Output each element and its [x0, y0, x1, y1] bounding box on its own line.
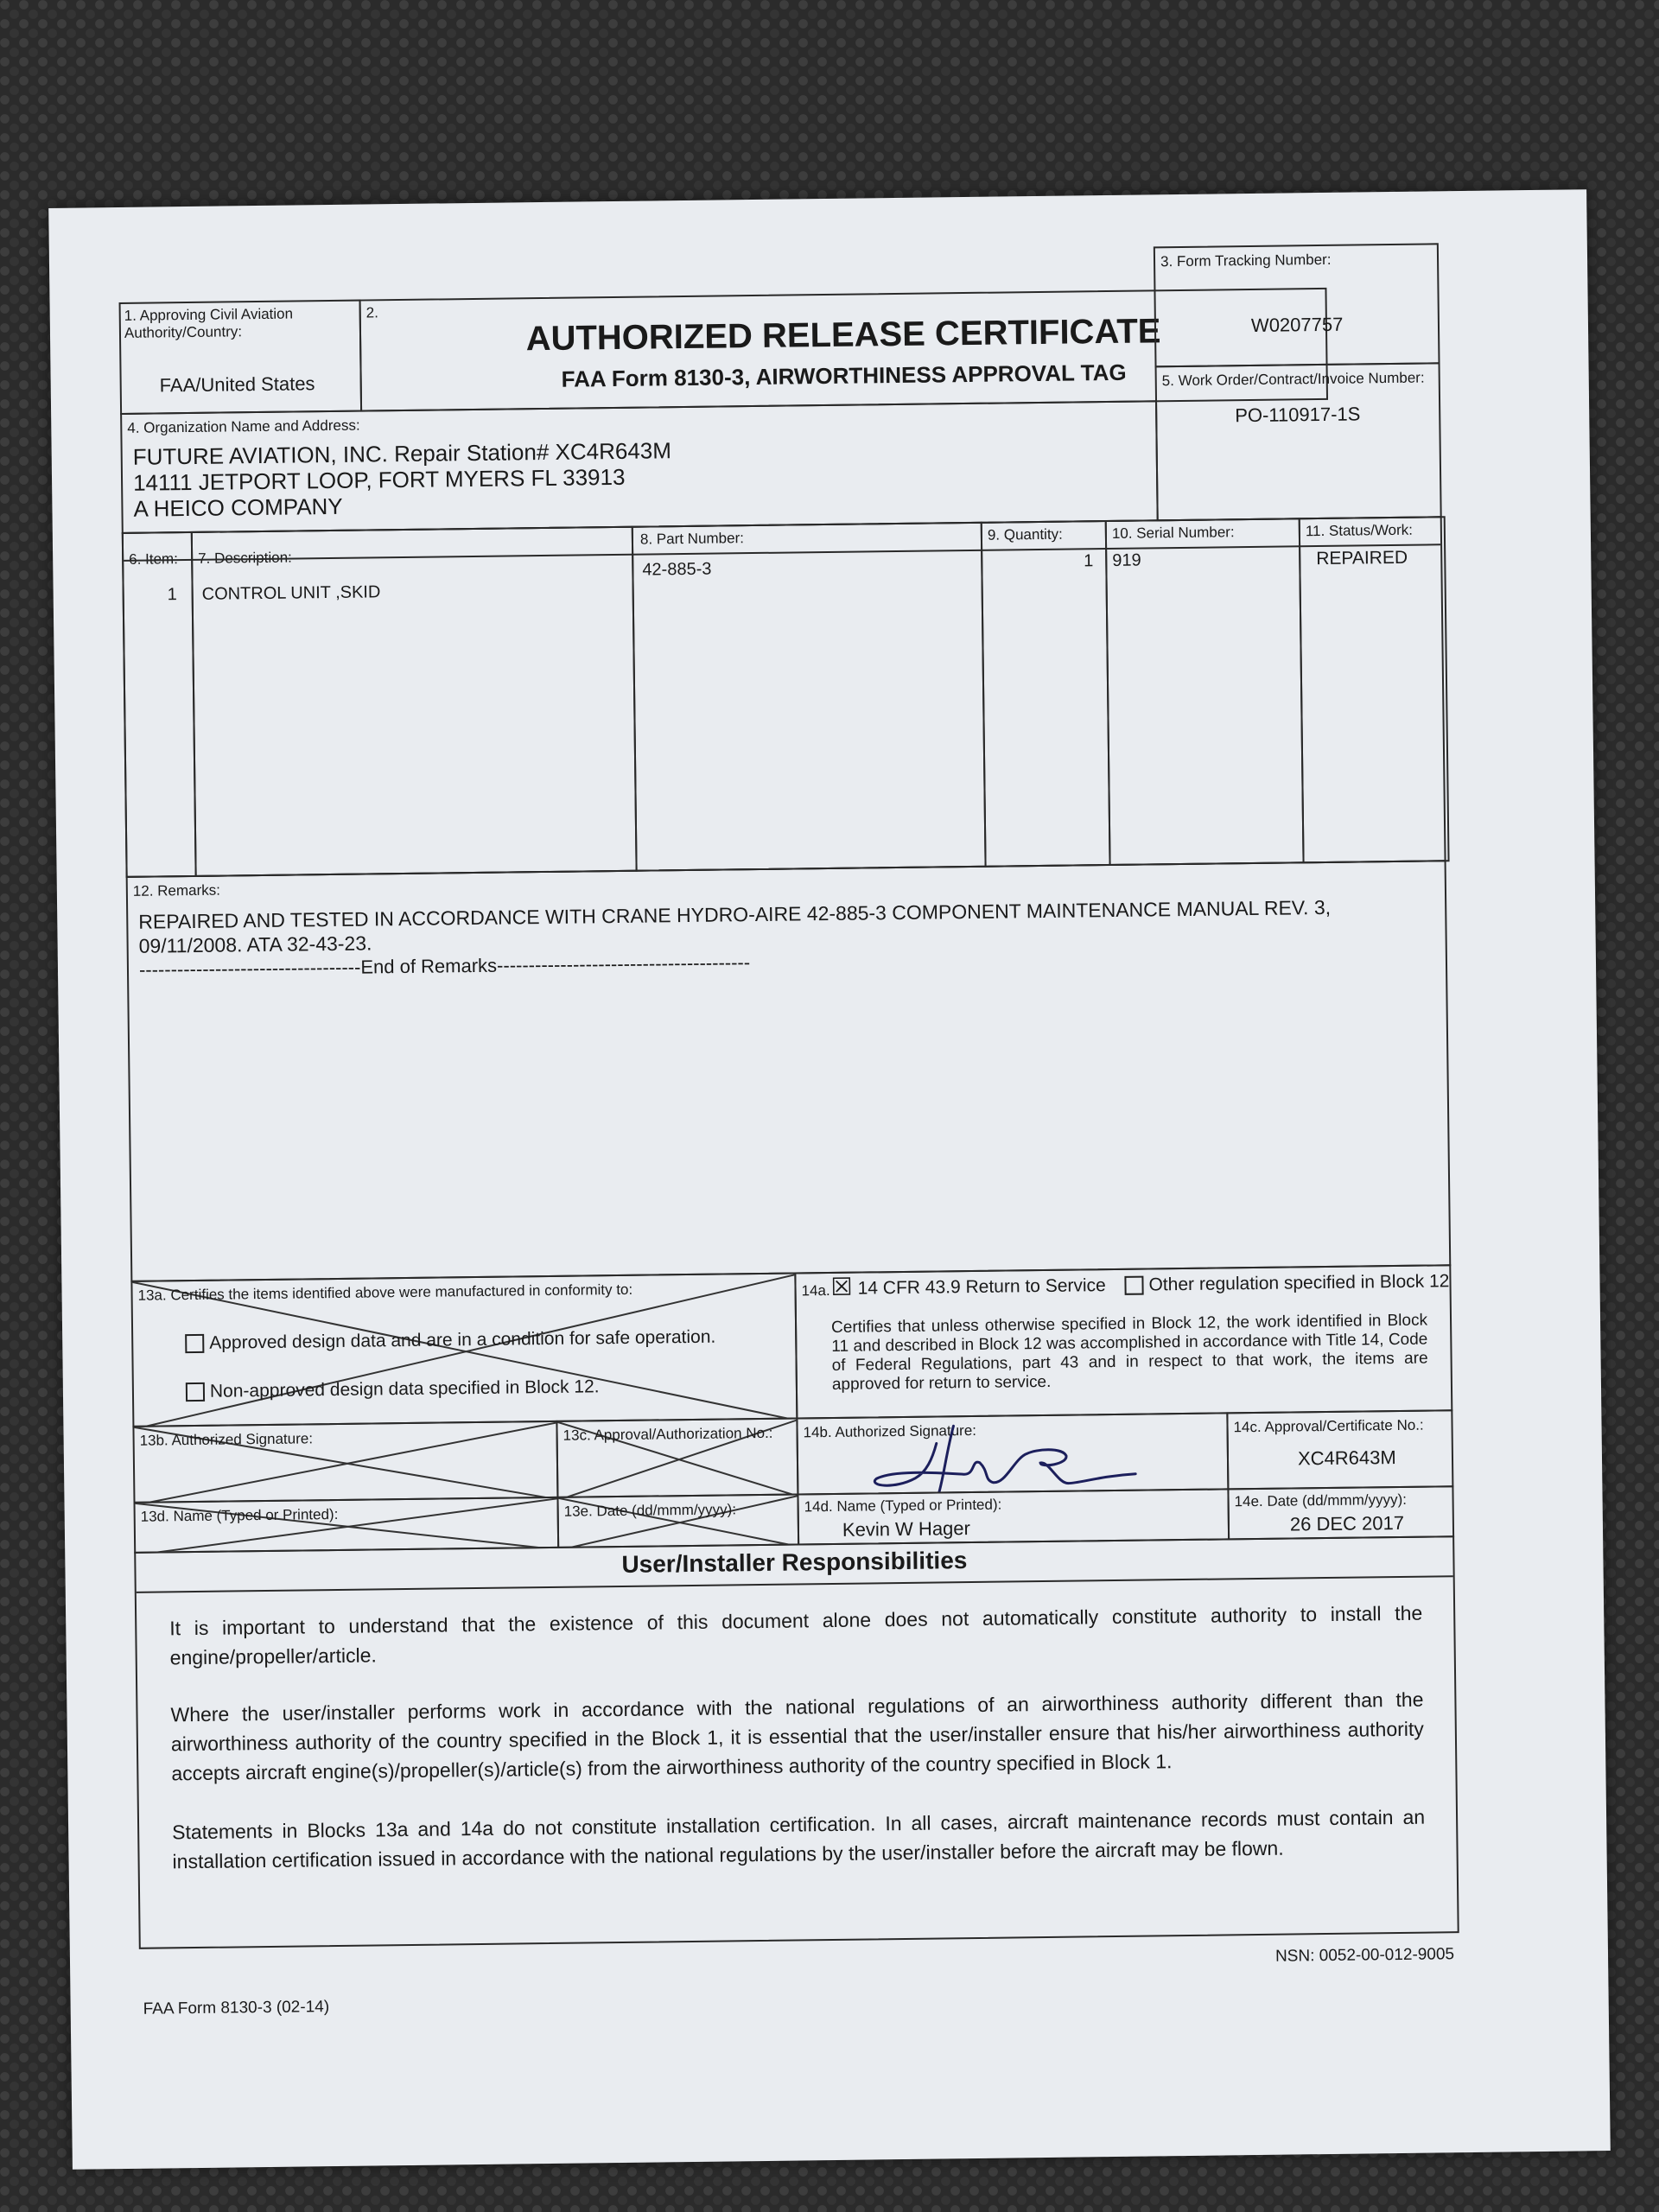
responsibilities-section [134, 1535, 1459, 1949]
quantity-column [981, 520, 1111, 868]
block-12-remarks [126, 860, 1452, 1282]
block-1-value: FAA/United States [159, 372, 315, 397]
form-subtitle: FAA Form 8130-3, AIRWORTHINESS APPROVAL TAG [561, 359, 1127, 392]
item-column [122, 531, 197, 878]
block-4-label: 4. Organization Name and Address: [127, 416, 360, 436]
block-13d [133, 1497, 559, 1554]
organization-line-3: A HEICO COMPANY [133, 493, 343, 522]
form-title: AUTHORIZED RELEASE CERTIFICATE [525, 312, 1161, 359]
block-3 [1154, 243, 1440, 367]
item-value: 1 [167, 585, 177, 605]
authorized-signature [841, 1421, 1205, 1495]
block-13c [556, 1417, 798, 1497]
block-14a [794, 1264, 1452, 1419]
signer-name: Kevin W Hager [842, 1517, 971, 1541]
block-5-label: 5. Work Order/Contract/Invoice Number: [1161, 369, 1425, 390]
return-to-service-label: 14 CFR 43.9 Return to Service [857, 1275, 1106, 1299]
block-13b [132, 1421, 558, 1503]
description-value: CONTROL UNIT ,SKID [201, 582, 381, 604]
block-13a [130, 1272, 798, 1427]
release-certificate-paper [48, 189, 1611, 2170]
responsibilities-heading: User/Installer Responsibilities [621, 1547, 968, 1578]
part-number-header: 8. Part Number: [639, 530, 745, 548]
other-regulation-label: Other regulation specified in Block 12 [1148, 1271, 1450, 1295]
block-13d-cross [136, 1498, 560, 1554]
description-column [191, 526, 638, 877]
item-header: 6. Item: [129, 550, 178, 568]
block-2-label: 2. [365, 304, 379, 321]
block-14b-label: 14b. Authorized Signature: [803, 1421, 977, 1441]
block-14e-label: 14e. Date (dd/mmm/yyyy): [1234, 1491, 1408, 1510]
approved-design-label: Approved design data and are in a condition for safe operation. [209, 1326, 716, 1353]
organization-line-1: FUTURE AVIATION, INC. Repair Station# XC4R643M [132, 437, 672, 470]
status-column [1299, 516, 1450, 863]
nsn-number: NSN: 0052-00-012-9005 [1274, 1945, 1455, 1966]
part-number-value: 42-885-3 [642, 559, 712, 580]
block-14b [796, 1412, 1229, 1495]
block-13e-label: 13e. Date (dd/mmm/yyyy): [563, 1501, 737, 1520]
block-13e [556, 1493, 799, 1548]
block-3-label: 3. Form Tracking Number: [1160, 251, 1332, 270]
remarks-line-1: REPAIRED AND TESTED IN ACCORDANCE WITH CRANE HYDRO-AIRE 42-885-3 COMPONENT MAINTENANCE MANUAL REV. 3, [138, 895, 1332, 933]
approved-design-checkbox[interactable] [185, 1334, 204, 1353]
form-number-footer: FAA Form 8130-3 (02-14) [143, 1998, 330, 2018]
remarks-label: 12. Remarks: [132, 881, 221, 899]
quantity-value: 1 [1084, 551, 1094, 571]
release-date: 26 DEC 2017 [1289, 1511, 1405, 1535]
responsibilities-paragraph-2: Where the user/installer performs work in accordance with the national regulations of an airworthiness authority different than the airworthiness authority of the country specified in the Block 1, it is essential that the user/installer ensure that his/her airworthiness authority accepts aircraft engine(s)/propeller(s)/article(s) from the airworthiness authority of the country specified in Block 1. [170, 1688, 1424, 1785]
status-header: 11. Status/Work: [1305, 521, 1414, 540]
other-regulation-checkbox[interactable] [1124, 1276, 1143, 1295]
description-header: 7. Description: [198, 549, 292, 567]
block-14d-label: 14d. Name (Typed or Printed): [804, 1496, 1002, 1516]
non-approved-design-checkbox[interactable] [186, 1382, 205, 1402]
block-14e [1227, 1485, 1454, 1540]
work-order-number: PO-110917-1S [1235, 403, 1361, 427]
block-5 [1155, 362, 1442, 521]
block-14a-option-2 [1124, 1271, 1449, 1296]
quantity-header: 9. Quantity: [987, 525, 1063, 543]
block-13c-label: 13c. Approval/Authorization No.: [563, 1424, 773, 1444]
status-value: REPAIRED [1316, 547, 1408, 569]
non-approved-design-label: Non-approved design data specified in Block 12. [209, 1376, 600, 1402]
serial-number-header: 10. Serial Number: [1111, 524, 1235, 542]
block-14d [797, 1488, 1230, 1545]
block-1 [119, 300, 363, 415]
block-14a-certification-text: Certifies that unless otherwise specified in Block 12, the work identified in Block 11 and described in Block 12 was accomplished in accordance with Title 14, Code of Federal Regulations, part 43 and in respect to that work, the items are approved for return to service. [830, 1311, 1428, 1394]
block-13a-label: 13a. Certifies the items identified above were manufactured in conformity to: [137, 1281, 633, 1304]
items-table [122, 516, 1446, 878]
block-4 [120, 400, 1159, 534]
block-13b-label: 13b. Authorized Signature: [139, 1430, 314, 1449]
block-14c-label: 14c. Approval/Certificate No.: [1233, 1416, 1424, 1436]
responsibilities-paragraph-1: It is important to understand that the existence of this document alone does not automatically constitute authority to install the engine/propeller/article. [169, 1601, 1423, 1669]
remarks-line-2: 09/11/2008. ATA 32-43-23. [138, 931, 372, 957]
form-tracking-number: W0207757 [1250, 313, 1344, 336]
block-14c [1226, 1409, 1453, 1490]
block-13d-label: 13d. Name (Typed or Printed): [140, 1505, 339, 1525]
end-of-remarks: -----------------------------------End of Remarks---------------------------------------- [138, 951, 751, 981]
block-14a-label: 14a. [801, 1282, 830, 1300]
serial-number-column [1105, 518, 1305, 866]
block-1-label: 1. Approving Civil Aviation Authority/Country: [124, 305, 294, 341]
serial-number-value: 919 [1112, 550, 1141, 570]
part-number-column [632, 522, 987, 872]
organization-line-2: 14111 JETPORT LOOP, FORT MYERS FL 33913 [132, 463, 626, 496]
approval-certificate-number: XC4R643M [1297, 1446, 1396, 1470]
return-to-service-checkbox[interactable]: ☒ [830, 1274, 853, 1301]
responsibilities-paragraph-3: Statements in Blocks 13a and 14a do not constitute installation certification. In all cases, aircraft maintenance records must contain an installation certification issued in accordance with the national regulations by the user/installer before the aircraft may be flown. [172, 1805, 1426, 1873]
block-14a-option-1 [830, 1275, 1106, 1300]
